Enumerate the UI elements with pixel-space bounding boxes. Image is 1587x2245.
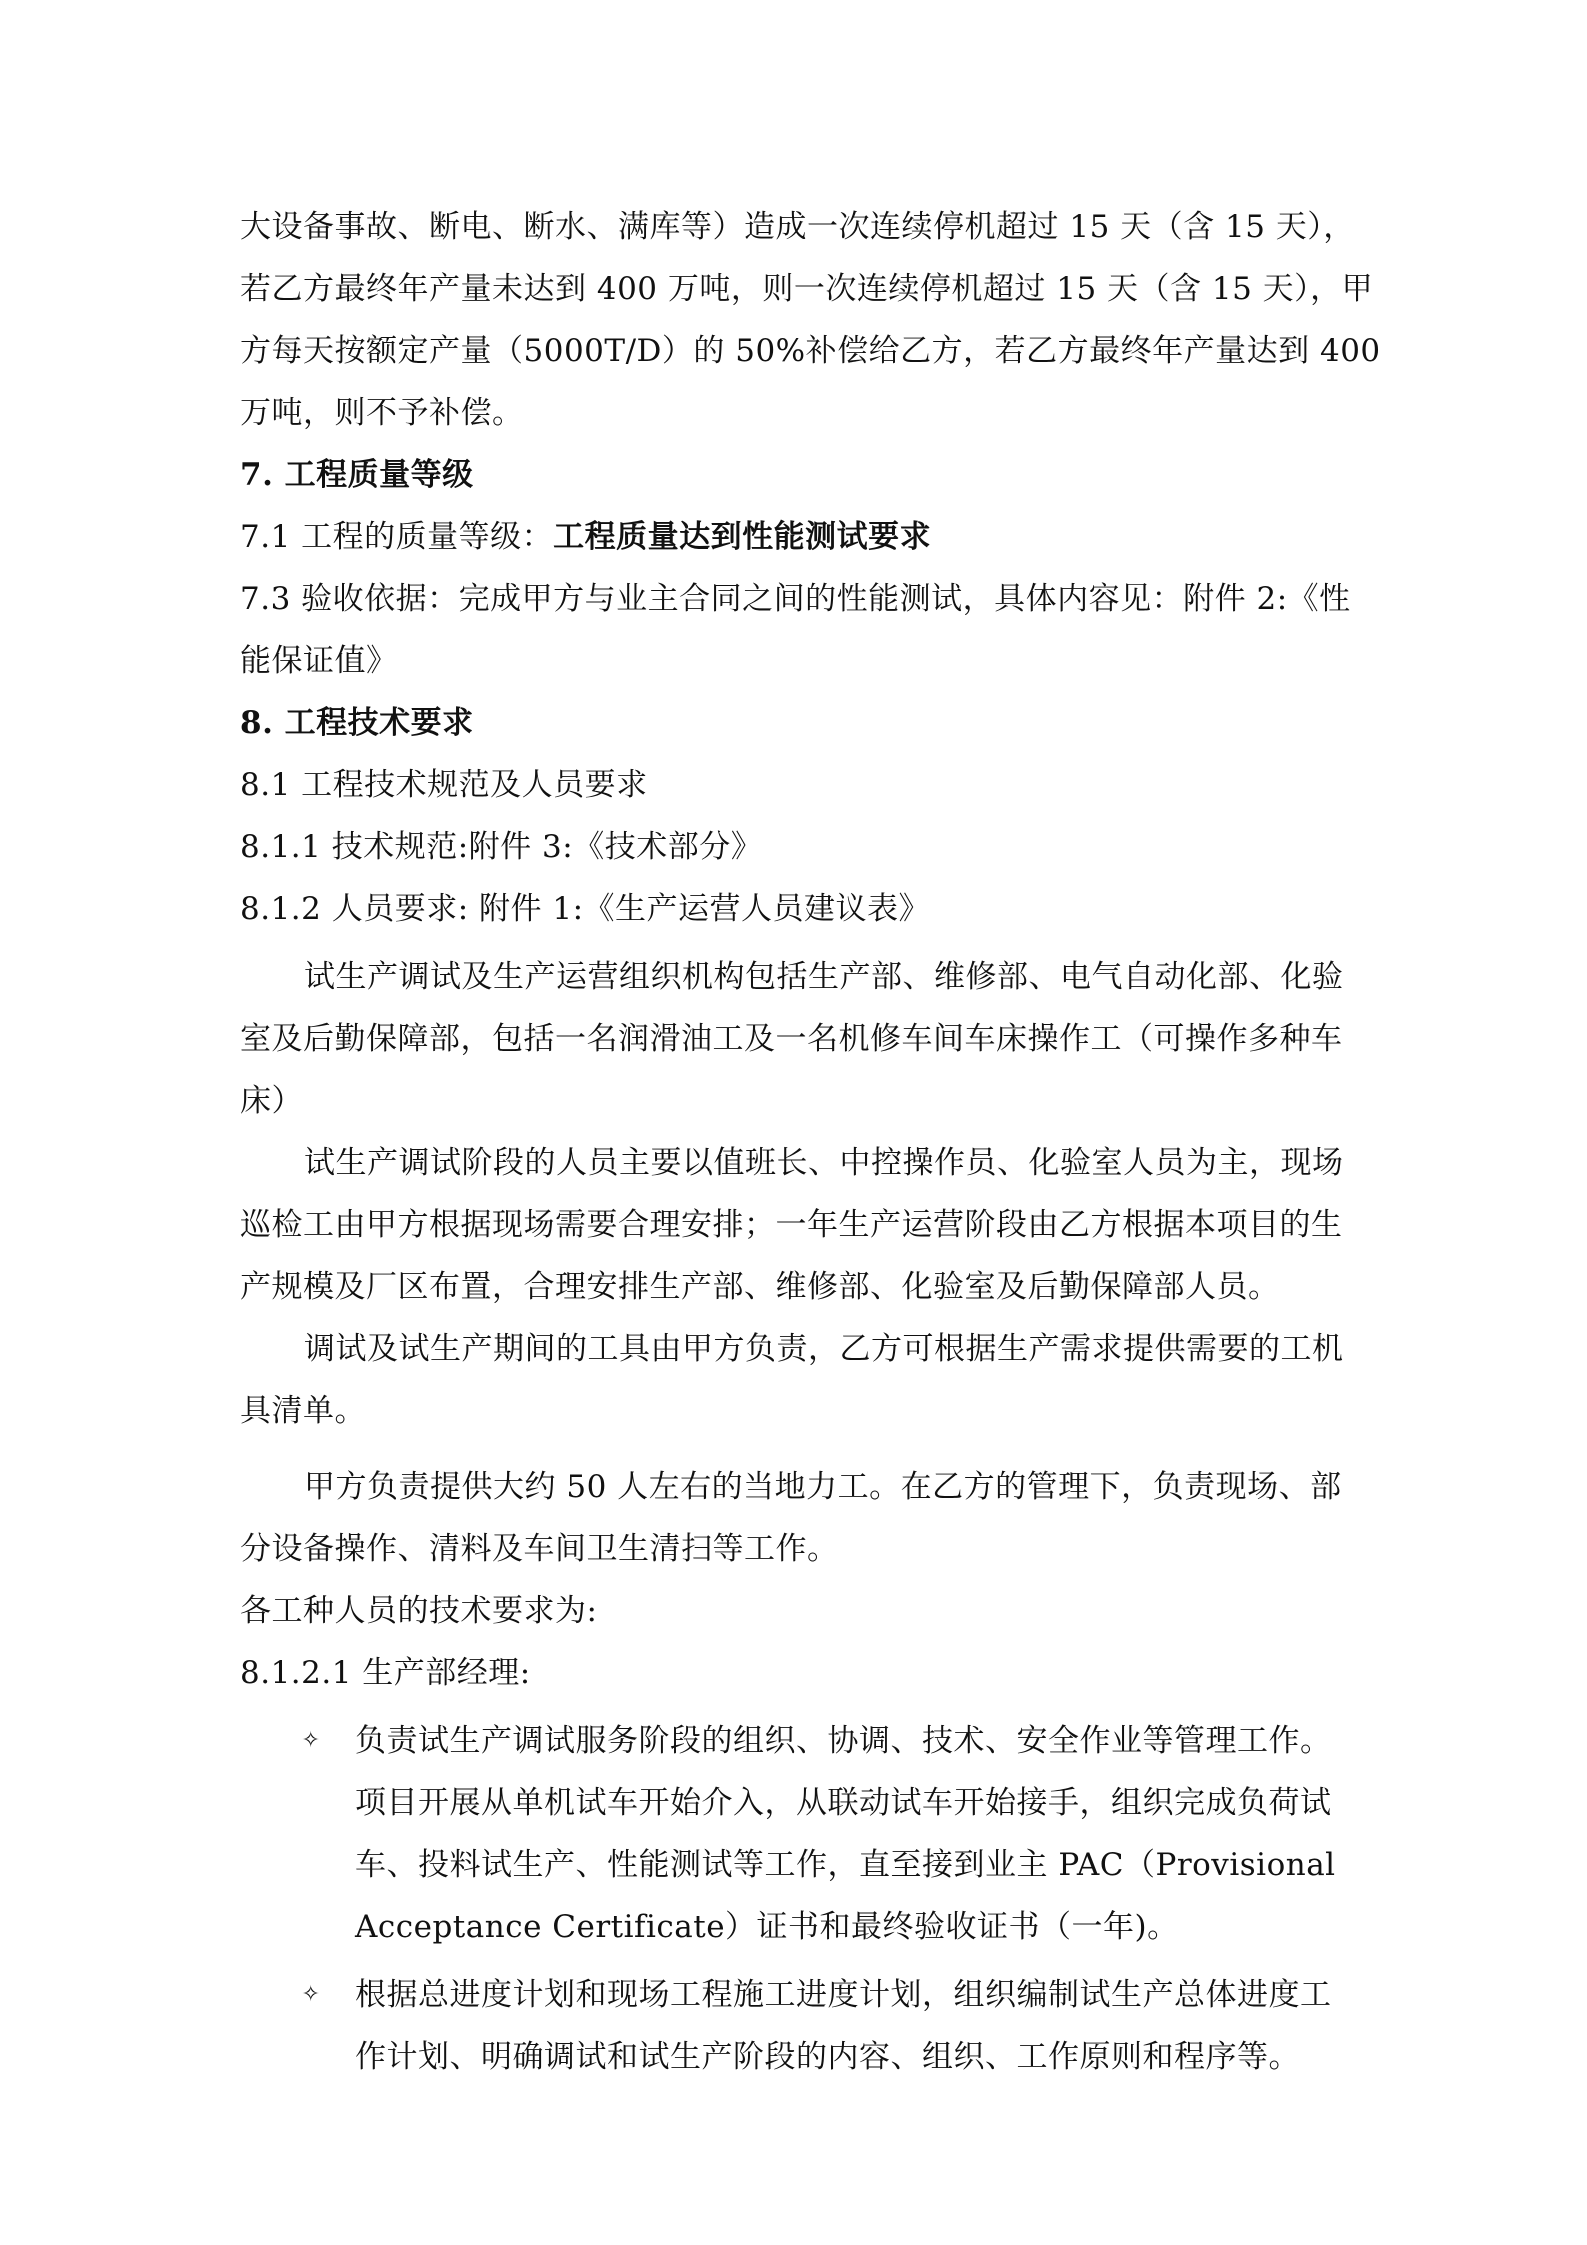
bullet-text: 作计划、明确调试和试生产阶段的内容、组织、工作原则和程序等。 (355, 2039, 1300, 2075)
diamond-bullet-icon: ✧ (301, 1728, 321, 1753)
paragraph-tools (240, 1318, 1360, 1442)
section-7-1-label: 7.1 工程的质量等级： (240, 519, 554, 555)
requirements-intro: 各工种人员的技术要求为: (240, 1593, 598, 1629)
bullet-text: 车、投料试生产、性能测试等工作，直至接到业主 PAC（Provisional (355, 1847, 1336, 1883)
section-7-1-value: 工程质量达到性能测试要求 (553, 519, 932, 555)
section-8-1-2-1: 8.1.2.1 生产部经理: (240, 1655, 531, 1691)
bullet-text: 根据总进度计划和现场工程施工进度计划，组织编制试生产总体进度工 (355, 1977, 1332, 2013)
section-8-1-1: 8.1.1 技术规范:附件 3:《技术部分》 (240, 829, 763, 865)
paragraph-organization (240, 946, 1360, 1132)
bullet-line (240, 1710, 1360, 1772)
text-line: 床） (240, 1083, 303, 1119)
diamond-bullet-icon: ✧ (301, 1982, 321, 2007)
bullet-item (240, 1710, 1360, 1958)
text-line: 分设备操作、清料及车间卫生清扫等工作。 (240, 1531, 839, 1567)
bullet-item (240, 1964, 1360, 2088)
text-line: 室及后勤保障部，包括一名润滑油工及一名机修车间车床操作工（可操作多种车 (240, 1021, 1343, 1057)
section-8-1: 8.1 工程技术规范及人员要求 (240, 767, 648, 803)
bullet-text: Acceptance Certificate）证书和最终验收证书（一年)。 (355, 1909, 1179, 1945)
section-7-heading: 7. 工程质量等级 (240, 457, 474, 493)
intro-paragraph (240, 196, 1381, 444)
paragraph-labor (240, 1456, 1360, 1580)
section-8-1-2: 8.1.2 人员要求: 附件 1:《生产运营人员建议表》 (240, 891, 931, 927)
paragraph-staffing (240, 1132, 1360, 1318)
section-7-3-line: 能保证值》 (240, 643, 398, 679)
text-line: 试生产调试阶段的人员主要以值班长、中控操作员、化验室人员为主，现场 (304, 1145, 1344, 1181)
section-8-heading: 8. 工程技术要求 (240, 705, 474, 741)
section-7-1 (240, 506, 1360, 568)
bullet-text: 项目开展从单机试车开始介入，从联动试车开始接手，组织完成负荷试 (355, 1785, 1332, 1821)
section-7-3-line: 7.3 验收依据：完成甲方与业主合同之间的性能测试，具体内容见：附件 2:《性 (240, 581, 1351, 617)
text-line: 万吨，则不予补偿。 (240, 395, 524, 431)
bullet-text: 负责试生产调试服务阶段的组织、协调、技术、安全作业等管理工作。 (355, 1723, 1332, 1759)
text-line: 具清单。 (240, 1393, 366, 1429)
bullet-line (240, 1964, 1360, 2026)
text-line: 调试及试生产期间的工具由甲方负责，乙方可根据生产需求提供需要的工机 (304, 1331, 1344, 1367)
text-line: 巡检工由甲方根据现场需要合理安排；一年生产运营阶段由乙方根据本项目的生 (240, 1207, 1343, 1243)
text-line: 产规模及厂区布置，合理安排生产部、维修部、化验室及后勤保障部人员。 (240, 1269, 1280, 1305)
text-line: 试生产调试及生产运营组织机构包括生产部、维修部、电气自动化部、化验 (304, 959, 1344, 995)
document-page (240, 196, 1381, 2088)
text-line: 大设备事故、断电、断水、满库等）造成一次连续停机超过 15 天（含 15 天）， (240, 209, 1355, 245)
text-line: 方每天按额定产量（5000T/D）的 50%补偿给乙方，若乙方最终年产量达到 400 (240, 333, 1381, 369)
text-line: 甲方负责提供大约 50 人左右的当地力工。在乙方的管理下，负责现场、部 (304, 1469, 1342, 1505)
text-line: 若乙方最终年产量未达到 400 万吨，则一次连续停机超过 15 天（含 15 天），甲 (240, 271, 1374, 307)
